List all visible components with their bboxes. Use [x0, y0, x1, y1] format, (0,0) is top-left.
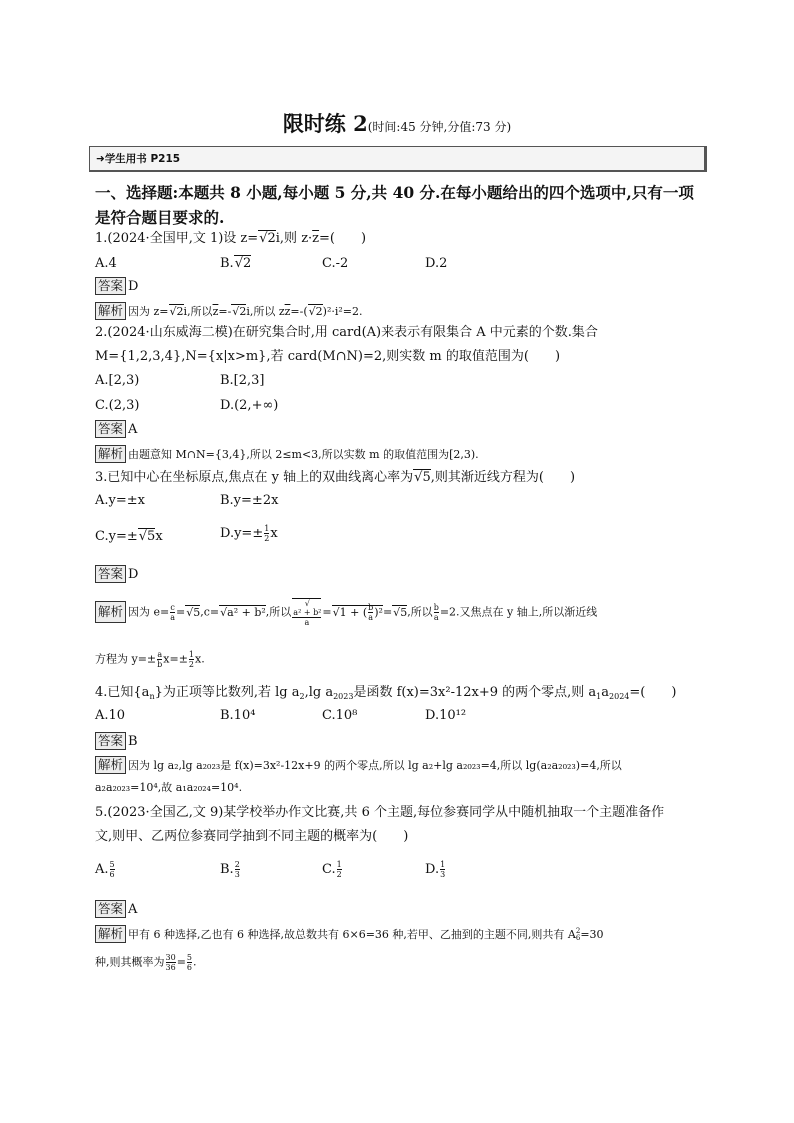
q2-stem-line2: M={1,2,3,4},N={x|x>m},若 card(M∩N)=2,则实数 m 的取值范围为( )	[95, 349, 561, 364]
q2-option-a: A.[2,3)	[95, 373, 140, 388]
q3-option-b: B.y=±2x	[220, 493, 279, 508]
section-heading: 一、选择题:本题共 8 小题,每小题 5 分,共 40 分.在每小题给出的四个选项中,只有一项是符合题目要求的.	[95, 183, 694, 227]
q5-option-d: D. $\frac{1}{3}$	[425, 860, 446, 879]
q1-option-c: C.-2	[322, 256, 349, 271]
q1-option-d: D.2	[425, 256, 448, 271]
q5-analysis-line2: 种,则其概率为 $\frac{30}{36}$ = $\frac{5}{6}$ .	[95, 953, 197, 972]
title-main: 限时练 2	[282, 111, 368, 136]
analysis-tag: 解析	[95, 302, 126, 320]
q3-stem: 3.已知中心在坐标原点,焦点在 y 轴上的双曲线离心率为√5,则其渐近线方程为( )	[95, 470, 576, 485]
q1-option-b: B.√2	[220, 256, 252, 271]
q1-stem: 1.(2024·全国甲,文 1)设 z=√2i,则 $z\cdot\overline{z}=$( )	[95, 231, 367, 246]
q5-option-b: B. $\frac{2}{3}$	[220, 860, 240, 879]
q4-option-d: D.10¹²	[425, 708, 467, 723]
q3-option-c: C.y=±√5x	[95, 529, 163, 544]
q2-analysis: 解析 由题意知 M∩N={3,4},所以 2≤m<3,所以实数 m 的取值范围为[2,3).	[95, 445, 479, 463]
z-conjugate: $\overline{z}$	[312, 231, 320, 246]
q3-analysis-line2: 方程为 y=± $\frac{a}{b}$ x=± $\frac{1}{2}$ x.	[95, 650, 205, 669]
q4-analysis-line2: a₂a₂₀₂₃=10⁴,故 a₁a₂₀₂₄=10⁴.	[95, 781, 243, 794]
q4-option-b: B.10⁴	[220, 708, 256, 723]
q4-option-a: A.10	[95, 708, 126, 723]
sqrt-2: √2	[259, 231, 276, 246]
q4-answer: 答案 B	[95, 732, 138, 750]
q2-option-c: C.(2,3)	[95, 398, 140, 413]
q1-answer: 答案 D	[95, 277, 138, 295]
q2-answer: 答案 A	[95, 420, 137, 438]
q3-analysis: 解析 因为 e= $\frac{c}{a}$ =√5,c=√a² + b²,所以 √ a² + b² a =√1 + ( $\frac{b}{a}$ )²=√5,所以 $\frac{b}{a}$ =2.又焦点在 y 轴上,所以渐近线	[95, 598, 597, 627]
q1-analysis: 解析 因为 z=√2i,所以$\overline{z}=-√2i$,所以 $z\overline{z}=-(√2)^2\cdot i^2=2$.	[95, 302, 363, 320]
arrow-icon: ➜	[96, 153, 105, 165]
q2-option-d: D.(2,+∞)	[220, 398, 279, 413]
q4-analysis: 解析 因为 lg a₂,lg a₂₀₂₃是 f(x)=3x²-12x+9 的两个零点,所以 lg a₂+lg a₂₀₂₃=4,所以 lg(a₂a₂₀₂₃)=4,所以	[95, 756, 622, 774]
q5-analysis: 解析 甲有 6 种选择,乙也有 6 种选择,故总数共有 6×6=36 种,若甲、乙抽到的主题不同,则共有 A 2 6 =30	[95, 925, 604, 943]
q2-option-b: B.[2,3]	[220, 373, 265, 388]
student-book-banner	[89, 146, 707, 172]
q4-stem: 4.已知$\{a_n\}$为正项等比数列,若 $\lg a_2,\lg$ $a_{2023}$是函数 f(x)=3x²-12x+9 的两个零点,则 $a_1a_{2024}=$( )	[95, 685, 677, 701]
q5-option-c: C. $\frac{1}{2}$	[322, 860, 342, 879]
title-sub: (时间:45 分钟,分值:73 分)	[367, 120, 512, 134]
q5-answer: 答案 A	[95, 900, 137, 918]
q5-option-a: A. $\frac{5}{6}$	[95, 860, 115, 879]
page-title	[0, 108, 794, 138]
q3-answer: 答案 D	[95, 565, 138, 583]
q1-option-a: A.4	[95, 256, 117, 271]
q2-stem-line1: 2.(2024·山东威海二模)在研究集合时,用 card(A)来表示有限集合 A 中元素的个数.集合	[95, 325, 598, 340]
banner-label: 学生用书 P215	[104, 153, 181, 165]
q4-option-c: C.10⁸	[322, 708, 358, 723]
q3-option-a: A.y=±x	[95, 493, 145, 508]
q3-option-d: D.y=± $\frac{1}{2}$ x	[220, 524, 278, 543]
q5-stem-line2: 文,则甲、乙两位参赛同学抽到不同主题的概率为( )	[95, 829, 409, 844]
q5-stem-line1: 5.(2023·全国乙,文 9)某学校举办作文比赛,共 6 个主题,每位参赛同学从中随机抽取一个主题准备作	[95, 805, 665, 820]
answer-tag: 答案	[95, 277, 126, 295]
